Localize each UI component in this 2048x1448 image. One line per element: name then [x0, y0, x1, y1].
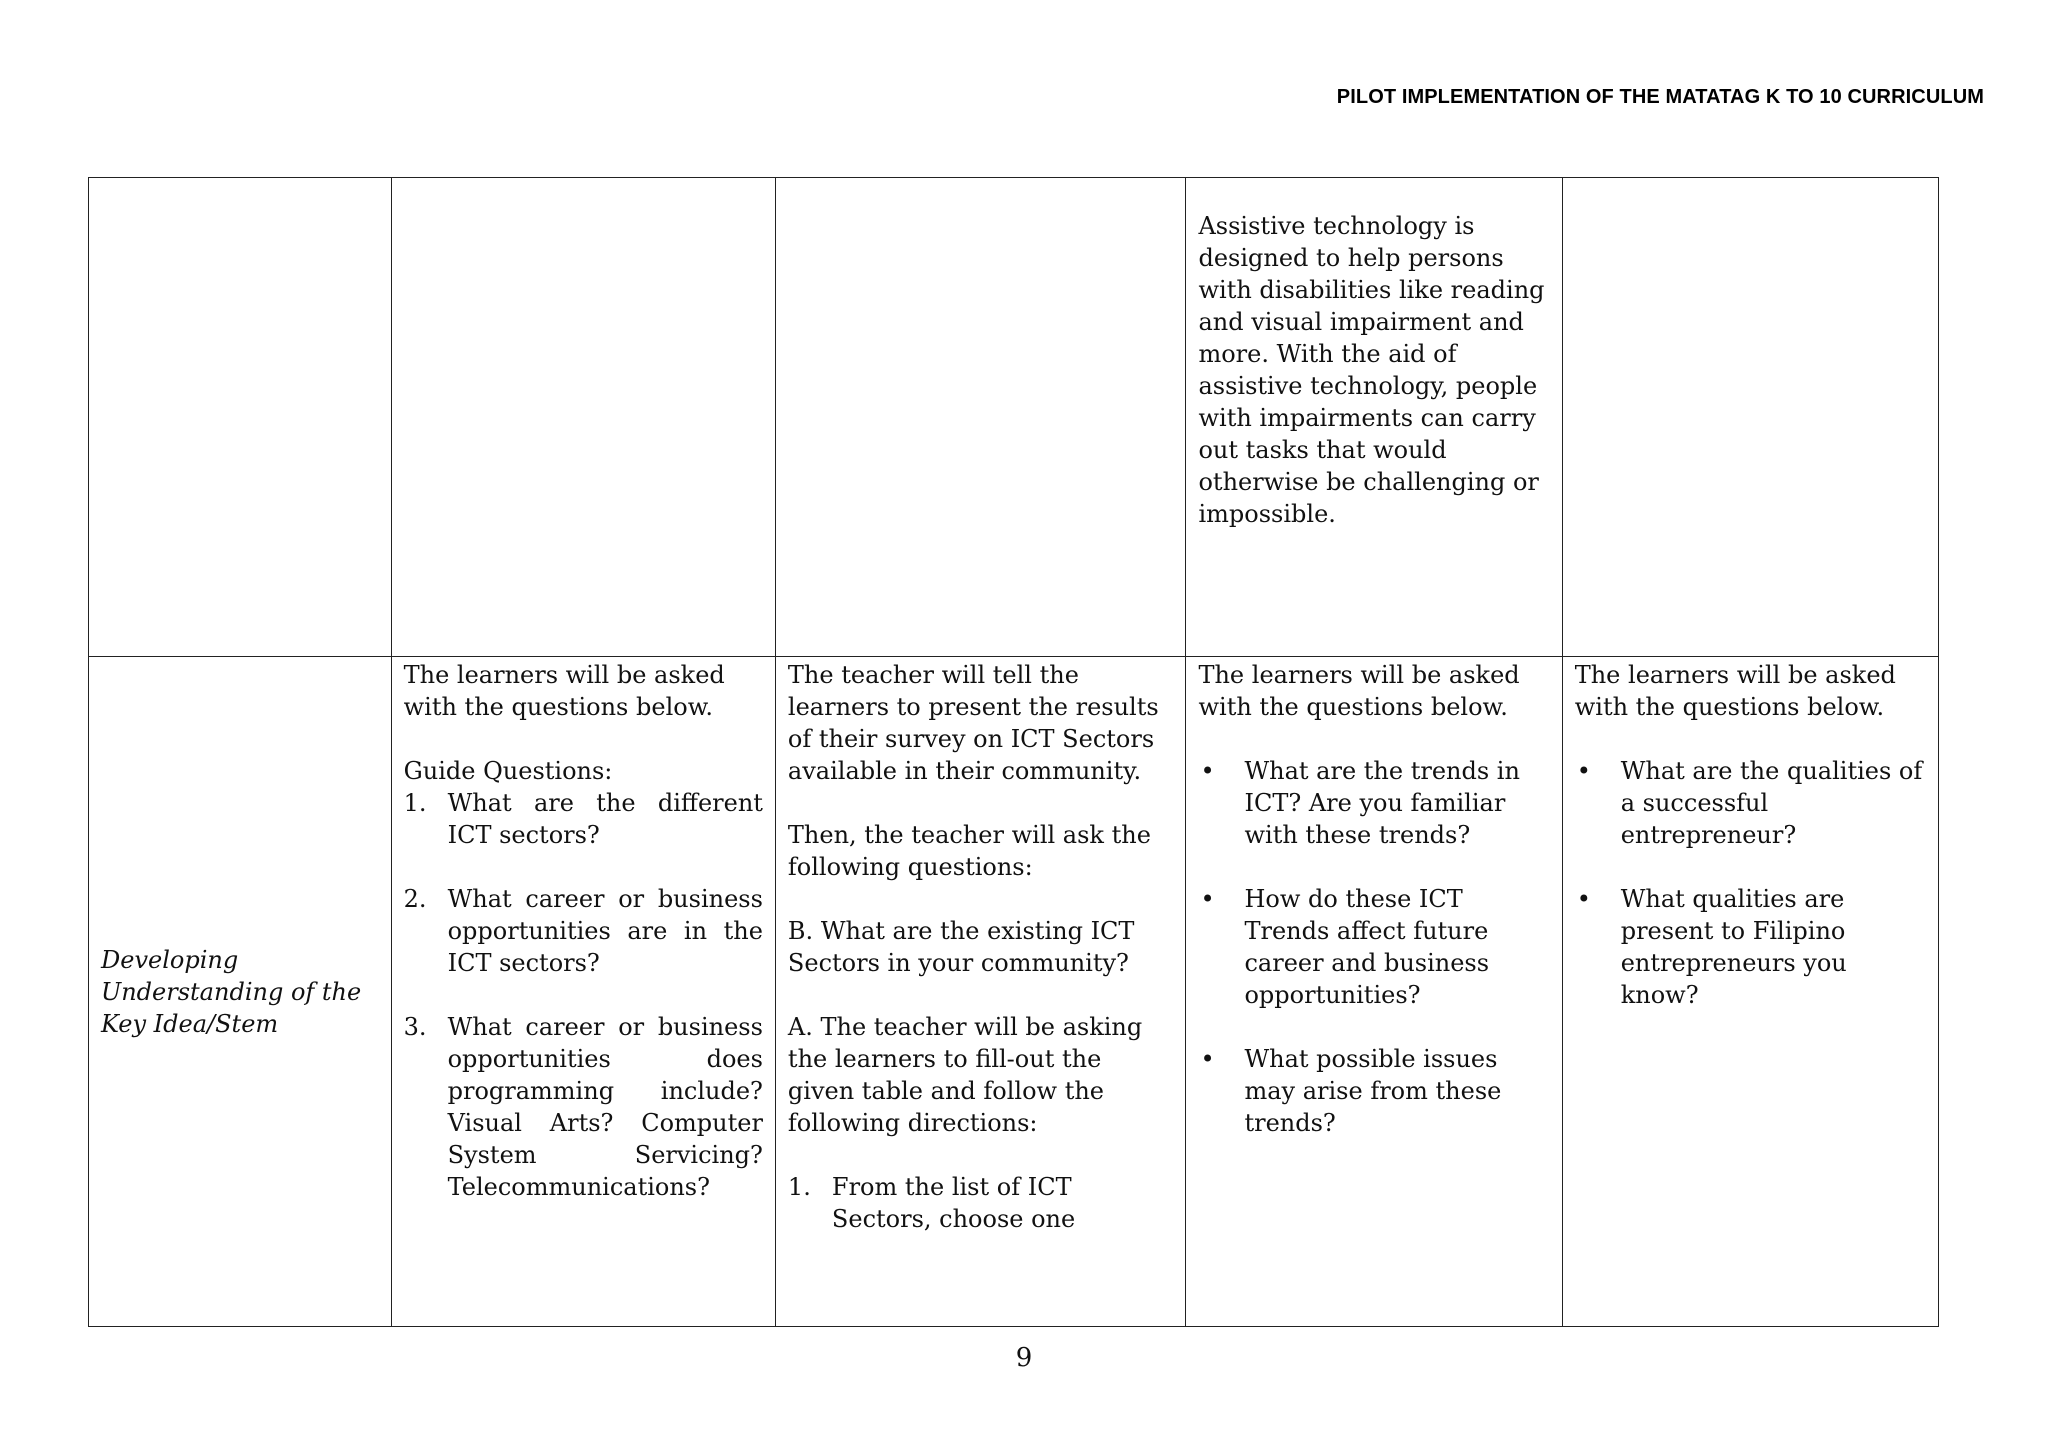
bullet-icon: • — [1200, 885, 1215, 913]
row-label: Developing Understanding of the Key Idea/Stem — [101, 945, 362, 1038]
list-number: 2. — [403, 885, 427, 913]
bullet-icon: • — [1576, 885, 1591, 913]
list-text: What possible issues may arise from these trends? — [1244, 1045, 1502, 1137]
cell-intro: The learners will be asked with the questions below. — [403, 661, 725, 721]
list-number: 3. — [403, 1013, 427, 1041]
table-cell-empty — [391, 178, 775, 657]
bullet-icon: • — [1576, 757, 1591, 785]
assistive-technology-text: Assistive technology is designed to help persons with disabilities like reading and visual impairment and more. With the aid of assistive technology, people with impairments can carry out tasks that would otherwise be challenging or impossible. — [1198, 212, 1545, 528]
table-cell-empty — [89, 178, 392, 657]
trends-questions-list — [1198, 755, 1549, 1139]
list-number: 1. — [787, 1173, 811, 1201]
list-item — [404, 883, 763, 979]
bullet-icon: • — [1200, 757, 1215, 785]
directions-list — [788, 1171, 1174, 1235]
list-item — [1575, 883, 1926, 1011]
list-item — [404, 787, 763, 851]
cell-intro: The learners will be asked with the questions below. — [1198, 661, 1520, 721]
table-cell-empty — [775, 178, 1186, 657]
table-row — [89, 657, 1939, 1327]
entrepreneur-questions-list — [1575, 755, 1926, 1011]
list-item — [1198, 1043, 1549, 1139]
page-number: 9 — [1015, 1343, 1033, 1373]
guide-questions-list — [404, 787, 763, 1203]
list-text: What career or business opportunities are in the ICT sectors? — [447, 885, 763, 977]
table-cell-empty — [1562, 178, 1938, 657]
list-item — [1198, 755, 1549, 851]
list-number: 1. — [403, 789, 427, 817]
list-text: What are the qualities of a successful entrepreneur? — [1620, 757, 1923, 849]
guide-questions-title: Guide Questions: — [403, 757, 613, 785]
table-cell — [775, 657, 1186, 1327]
list-text: What are the trends in ICT? Are you familiar with these trends? — [1244, 757, 1520, 849]
table-cell — [1186, 657, 1562, 1327]
list-item — [1575, 755, 1926, 851]
bullet-icon: • — [1200, 1045, 1215, 1073]
table-row — [89, 178, 1939, 657]
table-cell — [391, 657, 775, 1327]
document-header: PILOT IMPLEMENTATION OF THE MATATAG K TO 10 CURRICULUM — [1336, 86, 1984, 108]
list-text: What qualities are present to Filipino entrepreneurs you know? — [1620, 885, 1847, 1009]
row-label-cell — [89, 657, 392, 1327]
cell-paragraph: The teacher will tell the learners to present the results of their survey on ICT Sectors available in their community. — [787, 661, 1159, 785]
table-cell — [1562, 657, 1938, 1327]
list-item — [1198, 883, 1549, 1011]
lesson-table — [88, 177, 1939, 1327]
cell-paragraph: Then, the teacher will ask the following questions: — [787, 821, 1151, 881]
list-item — [788, 1171, 1174, 1235]
list-text: What career or business opportunities does programming include? Visual Arts? Computer System Servicing? Telecommunications? — [447, 1013, 763, 1201]
table-cell — [1186, 178, 1562, 657]
cell-intro: The learners will be asked with the questions below. — [1574, 661, 1896, 721]
list-text: From the list of ICT Sectors, choose one — [831, 1173, 1076, 1233]
list-item — [404, 1011, 763, 1203]
cell-paragraph: A. The teacher will be asking the learners to fill-out the given table and follow the following directions: — [787, 1013, 1143, 1137]
list-text: What are the different ICT sectors? — [447, 789, 763, 849]
cell-paragraph: B. What are the existing ICT Sectors in your community? — [787, 917, 1135, 977]
list-text: How do these ICT Trends affect future career and business opportunities? — [1244, 885, 1490, 1009]
